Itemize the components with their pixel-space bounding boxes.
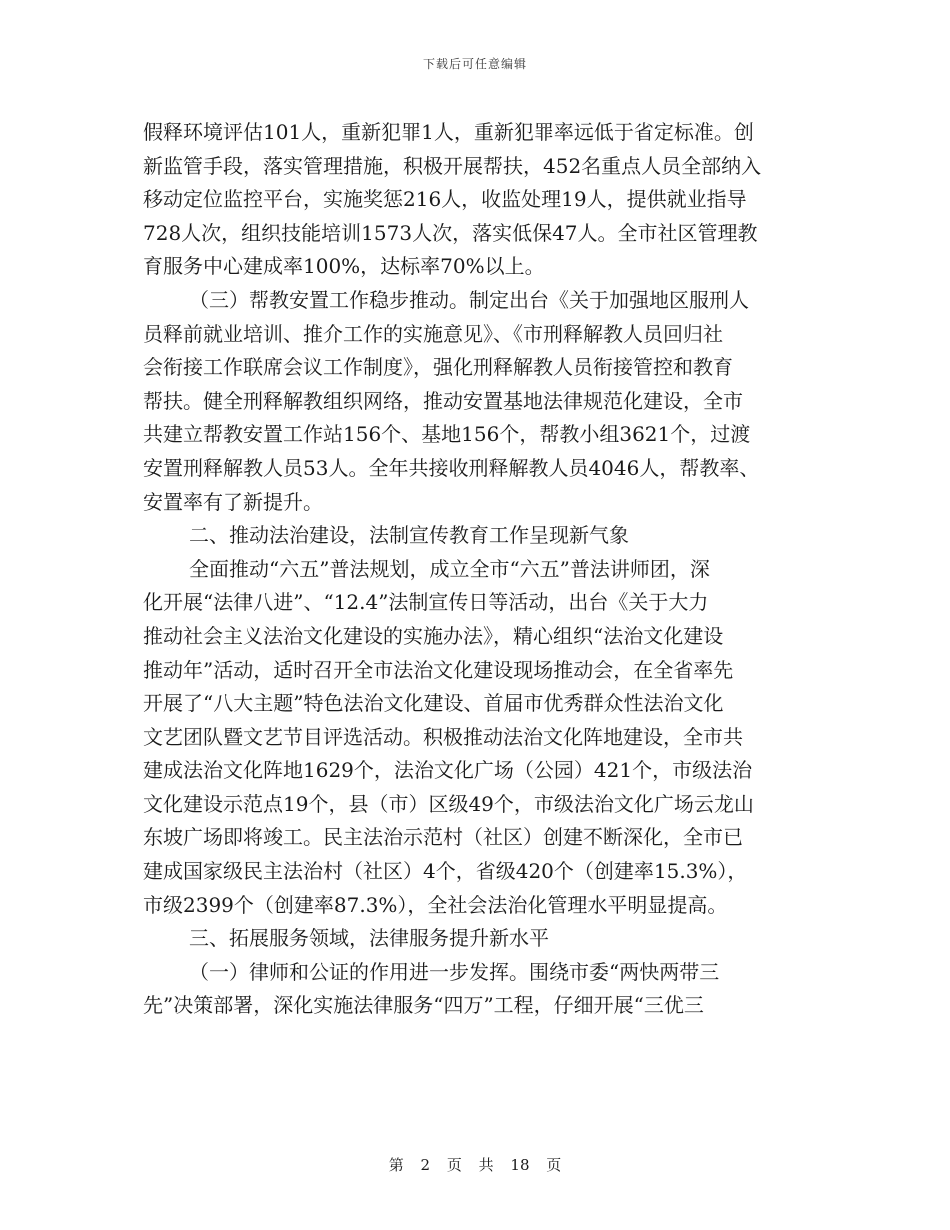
- text-line: 推动年”活动，适时召开全市法治文化建设现场推动会，在全省率先: [143, 657, 734, 682]
- page-header-note: 下载后可任意编辑: [422, 57, 527, 71]
- text-line: 全面推动“六五”普法规划，成立全市“六五”普法讲师团，深: [189, 556, 710, 581]
- text-line: 安置刑释解教人员53人。全年共接收刑释解教人员4046人，帮教率、: [143, 455, 760, 480]
- text-line: 建成法治文化阵地1629个，法治文化广场（公园）421个，市级法治: [143, 758, 753, 783]
- footer-prefix: 第: [388, 1156, 404, 1174]
- text-line: 市级2399个（创建率87.3%），全社会法治化管理水平明显提高。: [143, 892, 728, 917]
- text-line: 移动定位监控平台，实施奖惩216人，收监处理19人，提供就业指导: [143, 187, 747, 212]
- page-footer: [0, 1154, 950, 1175]
- text-line: 会衔接工作联席会议工作制度》，强化刑释解教人员衔接管控和教育: [143, 355, 733, 380]
- text-line: 新监管手段，落实管理措施，积极开展帮扶，452名重点人员全部纳入: [143, 153, 762, 178]
- text-line: 728人次，组织技能培训1573人次，落实低保47人。全市社区管理教: [143, 220, 758, 245]
- footer-page-word: 页: [446, 1156, 462, 1174]
- text-line: 假释环境评估101人，重新犯罪1人，重新犯罪率远低于省定标准。创: [143, 120, 754, 144]
- document-body: [143, 116, 811, 1023]
- text-line: 二、推动法治建设，法制宣传教育工作呈现新气象: [189, 523, 629, 548]
- text-line: 东坡广场即将竣工。民主法治示范村（社区）创建不断深化，全市已: [143, 825, 743, 850]
- footer-total-pages: 18: [510, 1156, 530, 1174]
- text-line: （三）帮教安置工作稳步推动。制定出台《关于加强地区服刑人: [189, 287, 749, 312]
- footer-current-page: 2: [420, 1156, 431, 1174]
- text-line: 育服务中心建成率100%，达标率70%以上。: [143, 254, 545, 279]
- text-line: 共建立帮教安置工作站156个、基地156个，帮教小组3621个，过渡: [143, 422, 751, 447]
- footer-total-word: 共: [478, 1156, 494, 1174]
- text-line: 建成国家级民主法治村（社区）4个，省级420个（创建率15.3%），: [143, 859, 748, 884]
- text-line: 三、拓展服务领域，法律服务提升新水平: [189, 926, 549, 951]
- text-line: 推动社会主义法治文化建设的实施办法》，精心组织“法治文化建设: [143, 623, 724, 648]
- text-line: 文化建设示范点19个，县（市）区级49个，市级法治文化广场云龙山: [143, 791, 754, 816]
- text-line: 开展了“八大主题”特色法治文化建设、首届市优秀群众性法治文化: [143, 691, 724, 716]
- text-line: 安置率有了新提升。: [143, 489, 323, 514]
- text-line: 员释前就业培训、推介工作的实施意见》、《市刑释解教人员回归社: [143, 321, 723, 346]
- text-line: 文艺团队暨文艺节目评选活动。积极推动法治文化阵地建设，全市共: [143, 724, 743, 749]
- text-line: 化开展“法律八进”、“12.4”法制宣传日等活动，出台《关于大力: [143, 590, 709, 615]
- footer-suffix: 页: [546, 1156, 562, 1174]
- text-line: 帮扶。健全刑释解教组织网络，推动安置基地法律规范化建设，全市: [143, 388, 743, 413]
- text-line: 先”决策部署，深化实施法律服务“四万”工程，仔细开展“三优三: [143, 993, 704, 1018]
- text-line: （一）律师和公证的作用进一步发挥。围绕市委“两快两带三: [189, 959, 720, 984]
